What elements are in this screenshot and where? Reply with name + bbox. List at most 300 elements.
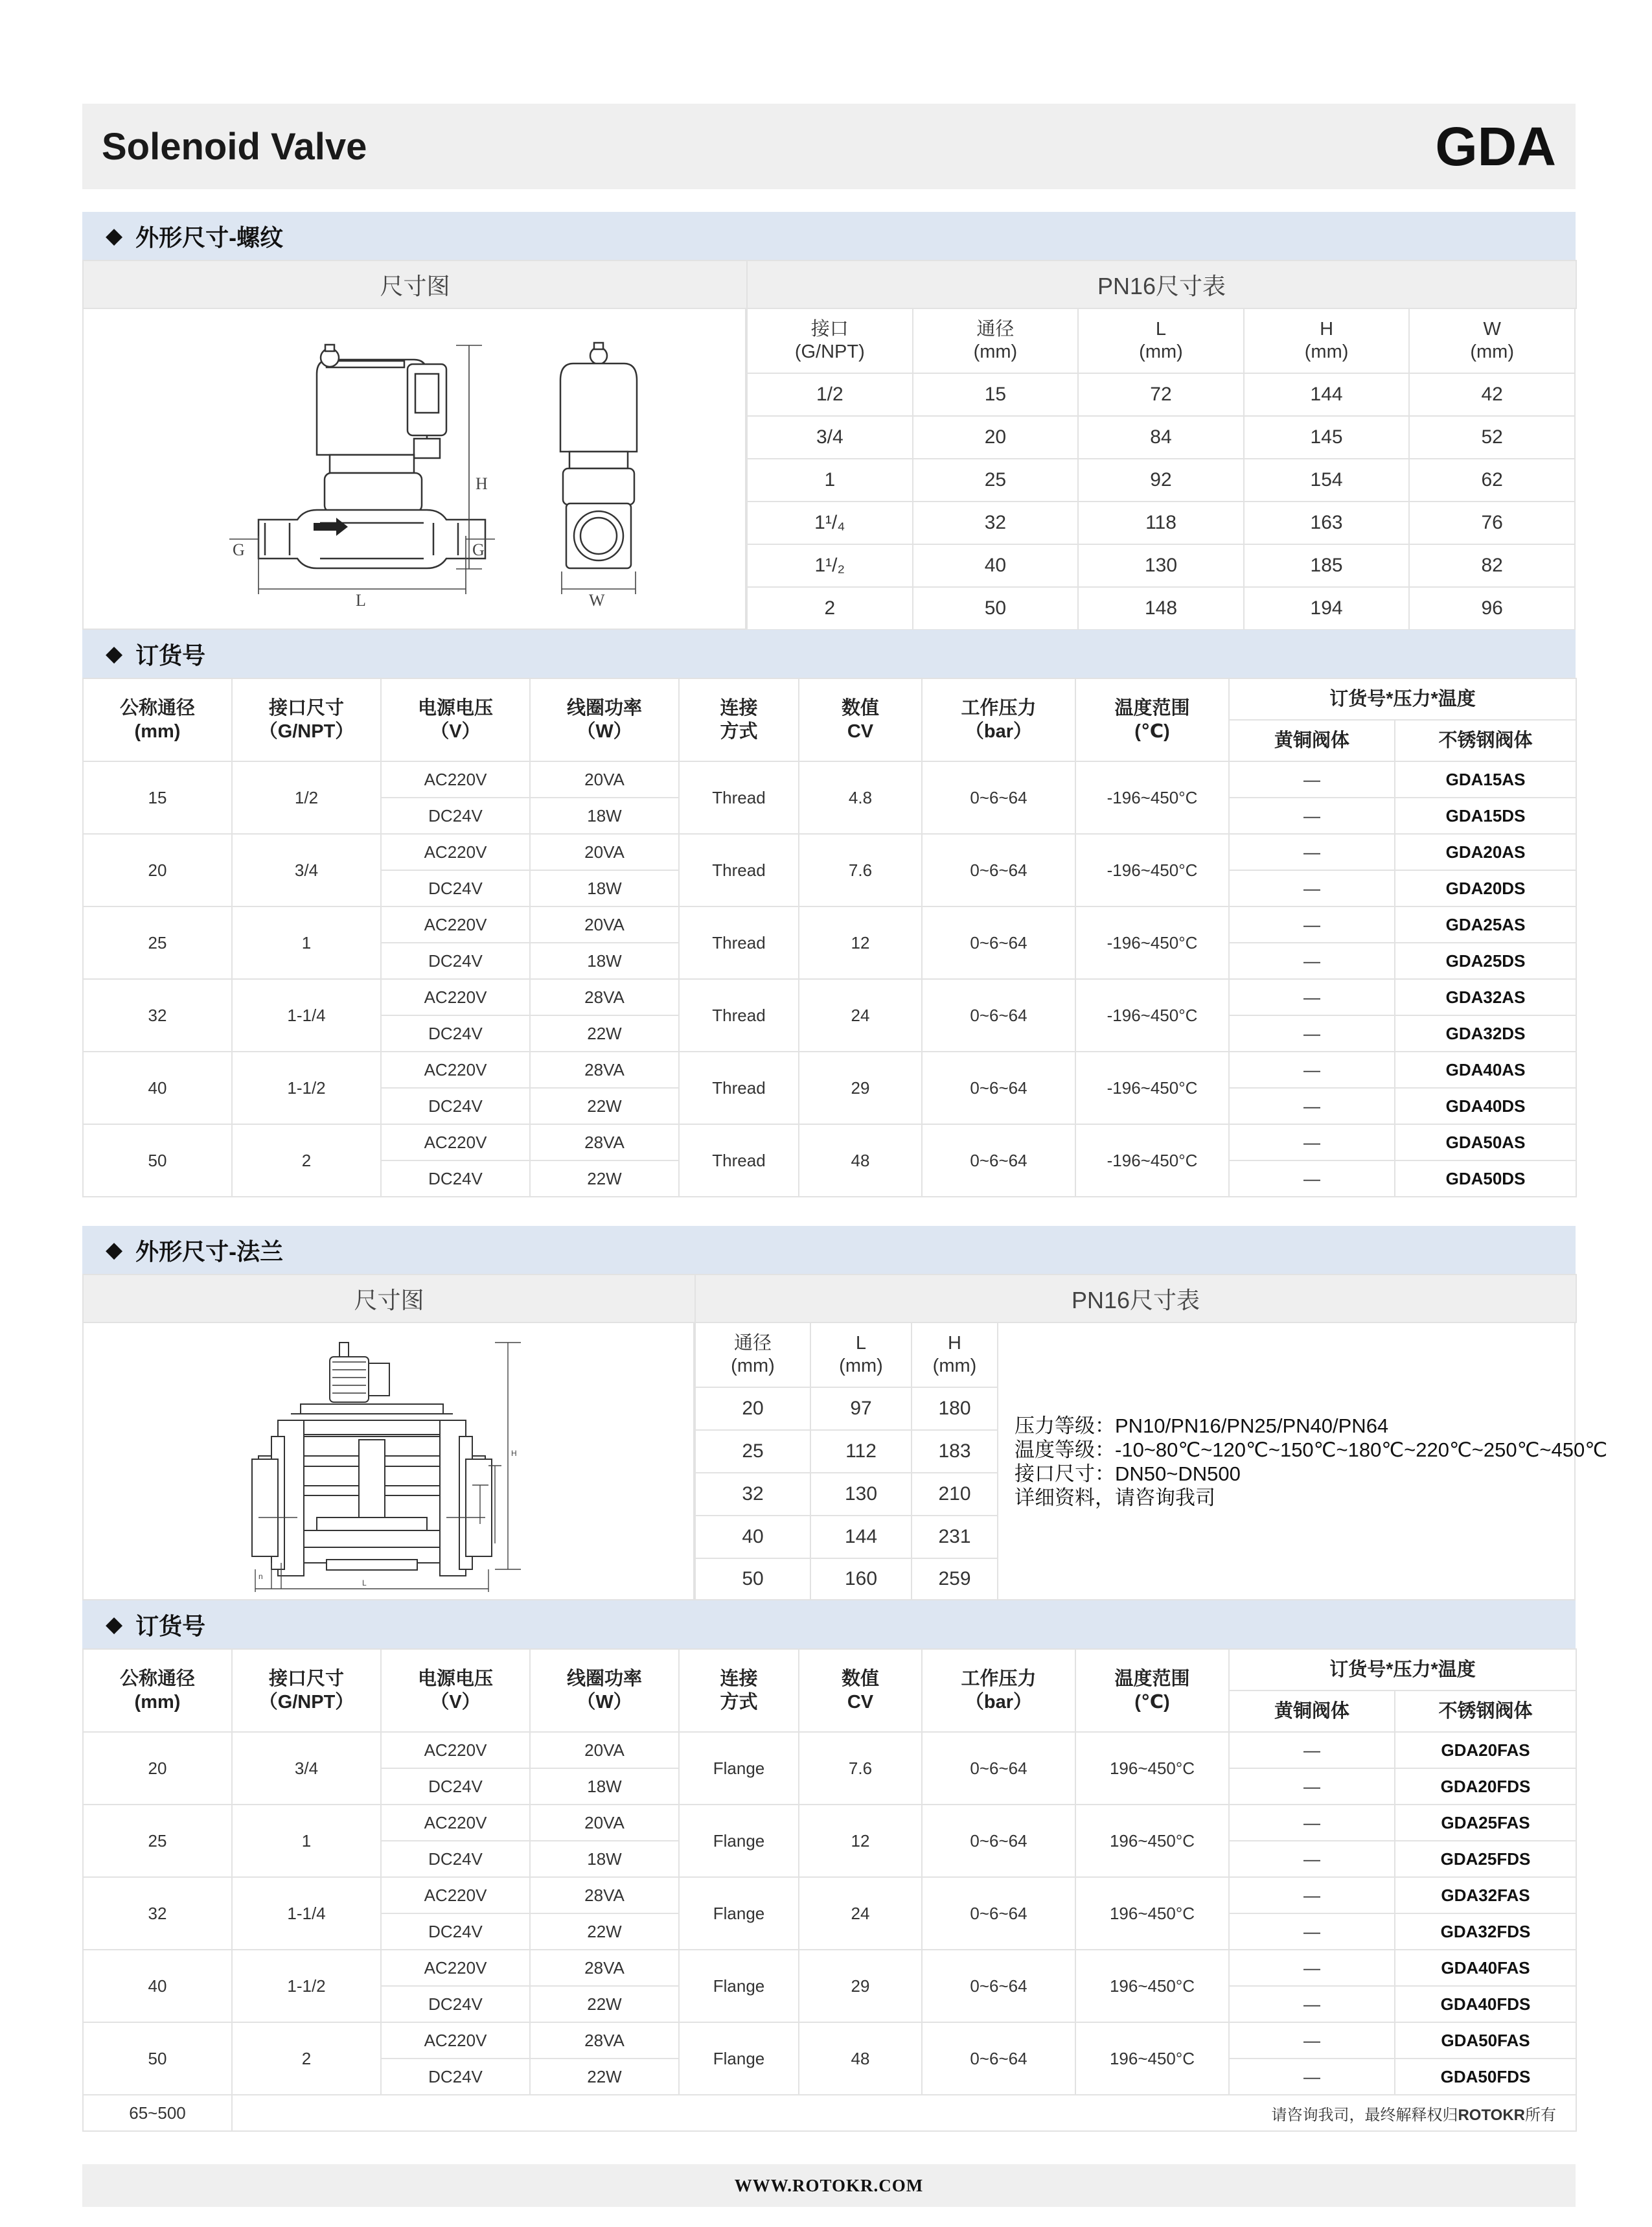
cell-power: 22W xyxy=(530,1015,679,1052)
cell-conn: Thread xyxy=(679,761,799,834)
order-header-row xyxy=(83,678,1576,720)
cell-cv: 4.8 xyxy=(799,761,922,834)
cell-order-code: GDA20DS xyxy=(1395,870,1576,906)
cell-cv: 29 xyxy=(799,1950,922,2022)
cell: 62 xyxy=(1409,459,1575,502)
cell-pressure: 0~6~64 xyxy=(922,1950,1075,2022)
cell-brass: — xyxy=(1229,834,1395,870)
cell-dn: 40 xyxy=(83,1052,232,1124)
thread-dim-header: L (mm) xyxy=(1078,308,1244,373)
cell-temp: -196~450°C xyxy=(1075,906,1229,979)
cell-conn: Thread xyxy=(679,1124,799,1197)
cell-order-code: GDA25FAS xyxy=(1395,1805,1576,1841)
cell-dn: 32 xyxy=(83,1877,232,1950)
cell-temp: 196~450°C xyxy=(1075,1805,1229,1877)
cell-order-code: GDA15DS xyxy=(1395,798,1576,834)
cell-brass: — xyxy=(1229,1768,1395,1805)
cell-cv: 7.6 xyxy=(799,1732,922,1805)
cell-voltage: DC24V xyxy=(381,1986,530,2022)
cell: 32 xyxy=(695,1473,810,1516)
thread-dim-row xyxy=(747,373,1575,416)
cell: 112 xyxy=(810,1430,912,1473)
cell-power: 20VA xyxy=(530,906,679,943)
cell: 15 xyxy=(913,373,1079,416)
flange-valve-drawing xyxy=(84,1323,693,1599)
table-label: PN16尺寸表 xyxy=(747,260,1576,308)
order-header-ss: 不锈钢阀体 xyxy=(1395,720,1576,761)
cell: 210 xyxy=(912,1473,998,1516)
cell-voltage: AC220V xyxy=(381,834,530,870)
order-row xyxy=(83,2022,1576,2059)
cell-brass: — xyxy=(1229,1160,1395,1197)
cell: 20 xyxy=(913,416,1079,459)
cell: 97 xyxy=(810,1387,912,1430)
cell-dn: 50 xyxy=(83,2022,232,2095)
cell-temp: 196~450°C xyxy=(1075,1732,1229,1805)
cell-voltage: AC220V xyxy=(381,906,530,943)
flange-dim-header: 通径 (mm) xyxy=(695,1322,810,1387)
cell: 185 xyxy=(1244,544,1410,587)
thread-dim-header: 接口 (G/NPT) xyxy=(747,308,913,373)
cell-voltage: DC24V xyxy=(381,1088,530,1124)
thread-dim-row xyxy=(747,587,1575,630)
cell-power: 18W xyxy=(530,870,679,906)
cell-brass: — xyxy=(1229,798,1395,834)
cell-dn: 32 xyxy=(83,979,232,1052)
cell-dn: 15 xyxy=(83,761,232,834)
flange-dim-header: H (mm) xyxy=(912,1322,998,1387)
cell-power: 18W xyxy=(530,1841,679,1877)
cell: 82 xyxy=(1409,544,1575,587)
order-header-group: 订货号*压力*温度 xyxy=(1229,678,1576,720)
cell-brass: — xyxy=(1229,761,1395,798)
cell-pressure: 0~6~64 xyxy=(922,1805,1075,1877)
flange-dim-row xyxy=(695,1516,998,1558)
cell-power: 22W xyxy=(530,1913,679,1950)
drawing-label: 尺寸图 xyxy=(83,1275,695,1322)
thread-dim-row xyxy=(747,544,1575,587)
order-row xyxy=(83,1877,1576,1913)
cell-temp: -196~450°C xyxy=(1075,979,1229,1052)
cell-voltage: AC220V xyxy=(381,1124,530,1160)
cell-power: 20VA xyxy=(530,761,679,798)
cell-voltage: DC24V xyxy=(381,943,530,979)
cell: 50 xyxy=(695,1558,810,1600)
order-header-ss: 不锈钢阀体 xyxy=(1395,1690,1576,1732)
order-header-cv: 数值 CV xyxy=(799,678,922,761)
cell-power: 18W xyxy=(530,1768,679,1805)
cell-voltage: DC24V xyxy=(381,798,530,834)
cell: 20 xyxy=(695,1387,810,1430)
order-header-power: 线圈功率 （W） xyxy=(530,678,679,761)
order-header-row xyxy=(83,1649,1576,1690)
cell-order-code: GDA25AS xyxy=(1395,906,1576,943)
order-header-conn: 连接 方式 xyxy=(679,678,799,761)
cell-brass: — xyxy=(1229,870,1395,906)
cell-order-code: GDA50FAS xyxy=(1395,2022,1576,2059)
cell: 96 xyxy=(1409,587,1575,630)
cell-voltage: AC220V xyxy=(381,1732,530,1768)
cell-voltage: AC220V xyxy=(381,1950,530,1986)
order-row xyxy=(83,1805,1576,1841)
flange-dim-header-row xyxy=(695,1322,998,1387)
model-name: GDA xyxy=(1435,115,1556,177)
flange-dim-row xyxy=(695,1387,998,1430)
flange-dim-row xyxy=(695,1430,998,1473)
cell: 25 xyxy=(695,1430,810,1473)
cell-brass: — xyxy=(1229,1877,1395,1913)
cell-port: 1-1/2 xyxy=(232,1950,381,2022)
cell-power: 22W xyxy=(530,1160,679,1197)
cell-power: 22W xyxy=(530,1986,679,2022)
label-l: L xyxy=(362,1578,367,1587)
cell-port: 1 xyxy=(232,1805,381,1877)
cell-voltage: DC24V xyxy=(381,870,530,906)
cell: 40 xyxy=(695,1516,810,1558)
cell-cv: 7.6 xyxy=(799,834,922,906)
cell: 76 xyxy=(1409,502,1575,544)
cell-power: 28VA xyxy=(530,2022,679,2059)
thread-valve-drawing xyxy=(84,309,745,629)
label-l: L xyxy=(356,591,366,610)
diamond-icon: ◆ xyxy=(106,641,123,666)
cell-order-code: GDA40DS xyxy=(1395,1088,1576,1124)
section-title: 外形尺寸-螺纹 xyxy=(135,224,284,251)
cell-voltage: DC24V xyxy=(381,1160,530,1197)
flange-dim-header: L (mm) xyxy=(810,1322,912,1387)
cell-port: 3/4 xyxy=(232,1732,381,1805)
cell: 145 xyxy=(1244,416,1410,459)
thread-dim-header: W (mm) xyxy=(1409,308,1575,373)
cell: 163 xyxy=(1244,502,1410,544)
cell-brass: — xyxy=(1229,979,1395,1015)
order-header-brass: 黄铜阀体 xyxy=(1229,1690,1395,1732)
cell-brass: — xyxy=(1229,1052,1395,1088)
cell: 2 xyxy=(747,587,913,630)
section-title: 订货号 xyxy=(135,1612,206,1639)
drawing-label: 尺寸图 xyxy=(83,260,747,308)
cell-power: 20VA xyxy=(530,1732,679,1768)
cell-voltage: AC220V xyxy=(381,1805,530,1841)
cell: 92 xyxy=(1078,459,1244,502)
cell-pressure: 0~6~64 xyxy=(922,1732,1075,1805)
cell-brass: — xyxy=(1229,943,1395,979)
cell-brass: — xyxy=(1229,1124,1395,1160)
order-header-power: 线圈功率 （W） xyxy=(530,1649,679,1732)
cell-temp: 196~450°C xyxy=(1075,2022,1229,2095)
footer-url[interactable]: WWW.ROTOKR.COM xyxy=(734,2175,924,2195)
cell: 1¹/₂ xyxy=(747,544,913,587)
diamond-icon: ◆ xyxy=(106,224,123,248)
cell: 259 xyxy=(912,1558,998,1600)
cell-brass: — xyxy=(1229,1732,1395,1768)
order-header-conn: 连接 方式 xyxy=(679,1649,799,1732)
order-header-group: 订货号*压力*温度 xyxy=(1229,1649,1576,1690)
cell-temp: 196~450°C xyxy=(1075,1877,1229,1950)
flange-subheader xyxy=(82,1274,1577,1323)
cell-cv: 48 xyxy=(799,2022,922,2095)
cell-power: 28VA xyxy=(530,1124,679,1160)
brand-name: ROTOKR xyxy=(1458,2106,1526,2124)
cell-pressure: 0~6~64 xyxy=(922,1877,1075,1950)
note-suffix: 所有 xyxy=(1525,2106,1557,2124)
cell-order-code: GDA50DS xyxy=(1395,1160,1576,1197)
label-n: n xyxy=(258,1572,263,1581)
cell-order-code: GDA20AS xyxy=(1395,834,1576,870)
cell-conn: Flange xyxy=(679,1950,799,2022)
cell-dn: 20 xyxy=(83,1732,232,1805)
cell-brass: — xyxy=(1229,906,1395,943)
cell-order-code: GDA20FAS xyxy=(1395,1732,1576,1768)
order-header-pressure: 工作压力 （bar） xyxy=(922,678,1075,761)
cell: 3/4 xyxy=(747,416,913,459)
thread-dim-row xyxy=(747,502,1575,544)
cell: 183 xyxy=(912,1430,998,1473)
order-header-voltage: 电源电压 （V） xyxy=(381,678,530,761)
thread-dim-header: H (mm) xyxy=(1244,308,1410,373)
section-flange-order xyxy=(82,1600,1576,1648)
cell-power: 20VA xyxy=(530,834,679,870)
cell-conn: Thread xyxy=(679,906,799,979)
cell: 130 xyxy=(1078,544,1244,587)
label-h: H xyxy=(511,1449,517,1458)
cell: 130 xyxy=(810,1473,912,1516)
cell: 84 xyxy=(1078,416,1244,459)
section-thread-dimensions xyxy=(82,212,1576,260)
cell-conn: Thread xyxy=(679,979,799,1052)
cell-order-code: GDA32AS xyxy=(1395,979,1576,1015)
cell-power: 28VA xyxy=(530,979,679,1015)
order-row xyxy=(83,906,1576,943)
cell-order-code: GDA32FDS xyxy=(1395,1913,1576,1950)
cell: 1 xyxy=(747,459,913,502)
cell-temp: 196~450°C xyxy=(1075,1950,1229,2022)
order-header-temp: 温度范围 (℃) xyxy=(1075,678,1229,761)
cell-brass: — xyxy=(1229,1841,1395,1877)
cell-cv: 12 xyxy=(799,906,922,979)
order-row xyxy=(83,1052,1576,1088)
cell-pressure: 0~6~64 xyxy=(922,2022,1075,2095)
cell-port: 3/4 xyxy=(232,834,381,906)
cell: 148 xyxy=(1078,587,1244,630)
note-pressure: 压力等级：PN10/PN16/PN25/PN40/PN64 xyxy=(1015,1414,1389,1437)
cell: 194 xyxy=(1244,587,1410,630)
section-thread-order xyxy=(82,630,1576,678)
cell-temp: -196~450°C xyxy=(1075,1124,1229,1197)
order-header-dn: 公称通径 (mm) xyxy=(83,678,232,761)
cell-brass: — xyxy=(1229,1015,1395,1052)
order-header-voltage: 电源电压 （V） xyxy=(381,1649,530,1732)
cell: 231 xyxy=(912,1516,998,1558)
order-extra-row xyxy=(83,2095,1576,2131)
order-row xyxy=(83,1950,1576,1986)
cell-pressure: 0~6~64 xyxy=(922,761,1075,834)
cell-port: 1-1/2 xyxy=(232,1052,381,1124)
diamond-icon: ◆ xyxy=(106,1612,123,1637)
cell-brass: — xyxy=(1229,1805,1395,1841)
flange-dimension-drawing xyxy=(82,1322,694,1600)
label-g-left: G xyxy=(233,540,245,559)
cell-order-code: GDA15AS xyxy=(1395,761,1576,798)
cell-power: 18W xyxy=(530,943,679,979)
cell-port: 1 xyxy=(232,906,381,979)
cell: 144 xyxy=(810,1516,912,1558)
flange-notes xyxy=(1015,1414,1607,1510)
cell-conn: Thread xyxy=(679,834,799,906)
order-row xyxy=(83,1124,1576,1160)
cell-power: 28VA xyxy=(530,1052,679,1088)
order-row xyxy=(83,979,1576,1015)
diamond-icon: ◆ xyxy=(106,1238,123,1262)
cell-cv: 29 xyxy=(799,1052,922,1124)
thread-dim-header-row xyxy=(747,308,1575,373)
cell-dn: 25 xyxy=(83,906,232,979)
cell-voltage: AC220V xyxy=(381,1877,530,1913)
cell-brass: — xyxy=(1229,1950,1395,1986)
cell-power: 28VA xyxy=(530,1950,679,1986)
cell-port: 2 xyxy=(232,1124,381,1197)
thread-order-table xyxy=(82,678,1577,1197)
cell-voltage: DC24V xyxy=(381,1015,530,1052)
section-title: 外形尺寸-法兰 xyxy=(135,1238,284,1265)
thread-dim-row xyxy=(747,459,1575,502)
section-flange-dimensions xyxy=(82,1226,1576,1274)
cell-dn: 20 xyxy=(83,834,232,906)
flange-dim-row xyxy=(695,1473,998,1516)
cell-voltage: AC220V xyxy=(381,979,530,1015)
note-temperature: 温度等级：-10~80℃~120℃~150℃~180℃~220℃~250℃~450℃ xyxy=(1015,1438,1608,1461)
cell-voltage: DC24V xyxy=(381,1841,530,1877)
flange-dimension-table xyxy=(694,1322,998,1600)
cell-power: 18W xyxy=(530,798,679,834)
order-row xyxy=(83,1732,1576,1768)
cell-port: 1-1/4 xyxy=(232,979,381,1052)
cell-conn: Flange xyxy=(679,2022,799,2095)
cell-power: 22W xyxy=(530,1088,679,1124)
cell: 25 xyxy=(913,459,1079,502)
thread-subheader xyxy=(82,260,1577,309)
order-row xyxy=(83,761,1576,798)
cell-order-code: GDA40AS xyxy=(1395,1052,1576,1088)
flange-order-table xyxy=(82,1648,1577,2132)
cell: 32 xyxy=(913,502,1079,544)
page-footer xyxy=(82,2164,1576,2207)
cell-pressure: 0~6~64 xyxy=(922,834,1075,906)
cell-dn: 50 xyxy=(83,1124,232,1197)
cell: 52 xyxy=(1409,416,1575,459)
order-header-pressure: 工作压力 （bar） xyxy=(922,1649,1075,1732)
page-header xyxy=(82,104,1576,189)
cell-pressure: 0~6~64 xyxy=(922,979,1075,1052)
cell-voltage: DC24V xyxy=(381,1768,530,1805)
cell-brass: — xyxy=(1229,2022,1395,2059)
flange-dim-row xyxy=(695,1558,998,1600)
cell-voltage: AC220V xyxy=(381,1052,530,1088)
page-title: Solenoid Valve xyxy=(102,125,367,168)
thread-dimension-drawing xyxy=(82,308,746,630)
cell-order-code: GDA25DS xyxy=(1395,943,1576,979)
cell-cv: 24 xyxy=(799,1877,922,1950)
note-port-size: 接口尺寸：DN50~DN500 xyxy=(1015,1462,1241,1485)
cell-order-code: GDA20FDS xyxy=(1395,1768,1576,1805)
cell-brass: — xyxy=(1229,1986,1395,2022)
cell: 144 xyxy=(1244,373,1410,416)
order-header-port: 接口尺寸 （G/NPT） xyxy=(232,1649,381,1732)
cell-pressure: 0~6~64 xyxy=(922,1124,1075,1197)
cell-voltage: DC24V xyxy=(381,2059,530,2095)
cell: 40 xyxy=(913,544,1079,587)
cell-port: 1-1/4 xyxy=(232,1877,381,1950)
cell-brass: — xyxy=(1229,1088,1395,1124)
cell-voltage: AC220V xyxy=(381,761,530,798)
cell: 1¹/₄ xyxy=(747,502,913,544)
copyright-note xyxy=(232,2095,1576,2131)
order-header-temp: 温度范围 (℃) xyxy=(1075,1649,1229,1732)
cell-port: 2 xyxy=(232,2022,381,2095)
cell: 118 xyxy=(1078,502,1244,544)
cell: 160 xyxy=(810,1558,912,1600)
order-row xyxy=(83,834,1576,870)
cell-order-code: GDA50AS xyxy=(1395,1124,1576,1160)
label-h: H xyxy=(476,474,488,493)
cell-order-code: GDA32DS xyxy=(1395,1015,1576,1052)
cell: 42 xyxy=(1409,373,1575,416)
cell-pressure: 0~6~64 xyxy=(922,906,1075,979)
cell: 180 xyxy=(912,1387,998,1430)
cell-cv: 24 xyxy=(799,979,922,1052)
cell-dn: 25 xyxy=(83,1805,232,1877)
note-contact: 详细资料，请咨询我司 xyxy=(1015,1486,1215,1509)
cell-dn: 65~500 xyxy=(83,2095,232,2131)
cell-order-code: GDA32FAS xyxy=(1395,1877,1576,1913)
order-header-brass: 黄铜阀体 xyxy=(1229,720,1395,761)
cell-voltage: AC220V xyxy=(381,2022,530,2059)
order-header-port: 接口尺寸 （G/NPT） xyxy=(232,678,381,761)
cell-order-code: GDA25FDS xyxy=(1395,1841,1576,1877)
cell-power: 20VA xyxy=(530,1805,679,1841)
label-g-right: G xyxy=(472,540,485,559)
order-header-dn: 公称通径 (mm) xyxy=(83,1649,232,1732)
cell-power: 22W xyxy=(530,2059,679,2095)
note-prefix: 请咨询我司，最终解释权归 xyxy=(1271,2106,1458,2124)
cell-order-code: GDA50FDS xyxy=(1395,2059,1576,2095)
section-title: 订货号 xyxy=(135,641,206,669)
thread-dim-header: 通径 (mm) xyxy=(913,308,1079,373)
cell-brass: — xyxy=(1229,2059,1395,2095)
cell-temp: -196~450°C xyxy=(1075,1052,1229,1124)
cell-port: 1/2 xyxy=(232,761,381,834)
thread-dim-row xyxy=(747,416,1575,459)
cell-cv: 48 xyxy=(799,1124,922,1197)
table-label: PN16尺寸表 xyxy=(695,1275,1576,1322)
cell: 154 xyxy=(1244,459,1410,502)
cell-order-code: GDA40FAS xyxy=(1395,1950,1576,1986)
cell-voltage: DC24V xyxy=(381,1913,530,1950)
cell-temp: -196~450°C xyxy=(1075,761,1229,834)
cell-pressure: 0~6~64 xyxy=(922,1052,1075,1124)
order-header-cv: 数值 CV xyxy=(799,1649,922,1732)
cell: 72 xyxy=(1078,373,1244,416)
cell-conn: Flange xyxy=(679,1732,799,1805)
thread-dimension-table xyxy=(746,308,1576,630)
label-w: W xyxy=(589,591,605,610)
cell-cv: 12 xyxy=(799,1805,922,1877)
cell: 1/2 xyxy=(747,373,913,416)
cell-order-code: GDA40FDS xyxy=(1395,1986,1576,2022)
cell-conn: Thread xyxy=(679,1052,799,1124)
cell-temp: -196~450°C xyxy=(1075,834,1229,906)
cell: 50 xyxy=(913,587,1079,630)
